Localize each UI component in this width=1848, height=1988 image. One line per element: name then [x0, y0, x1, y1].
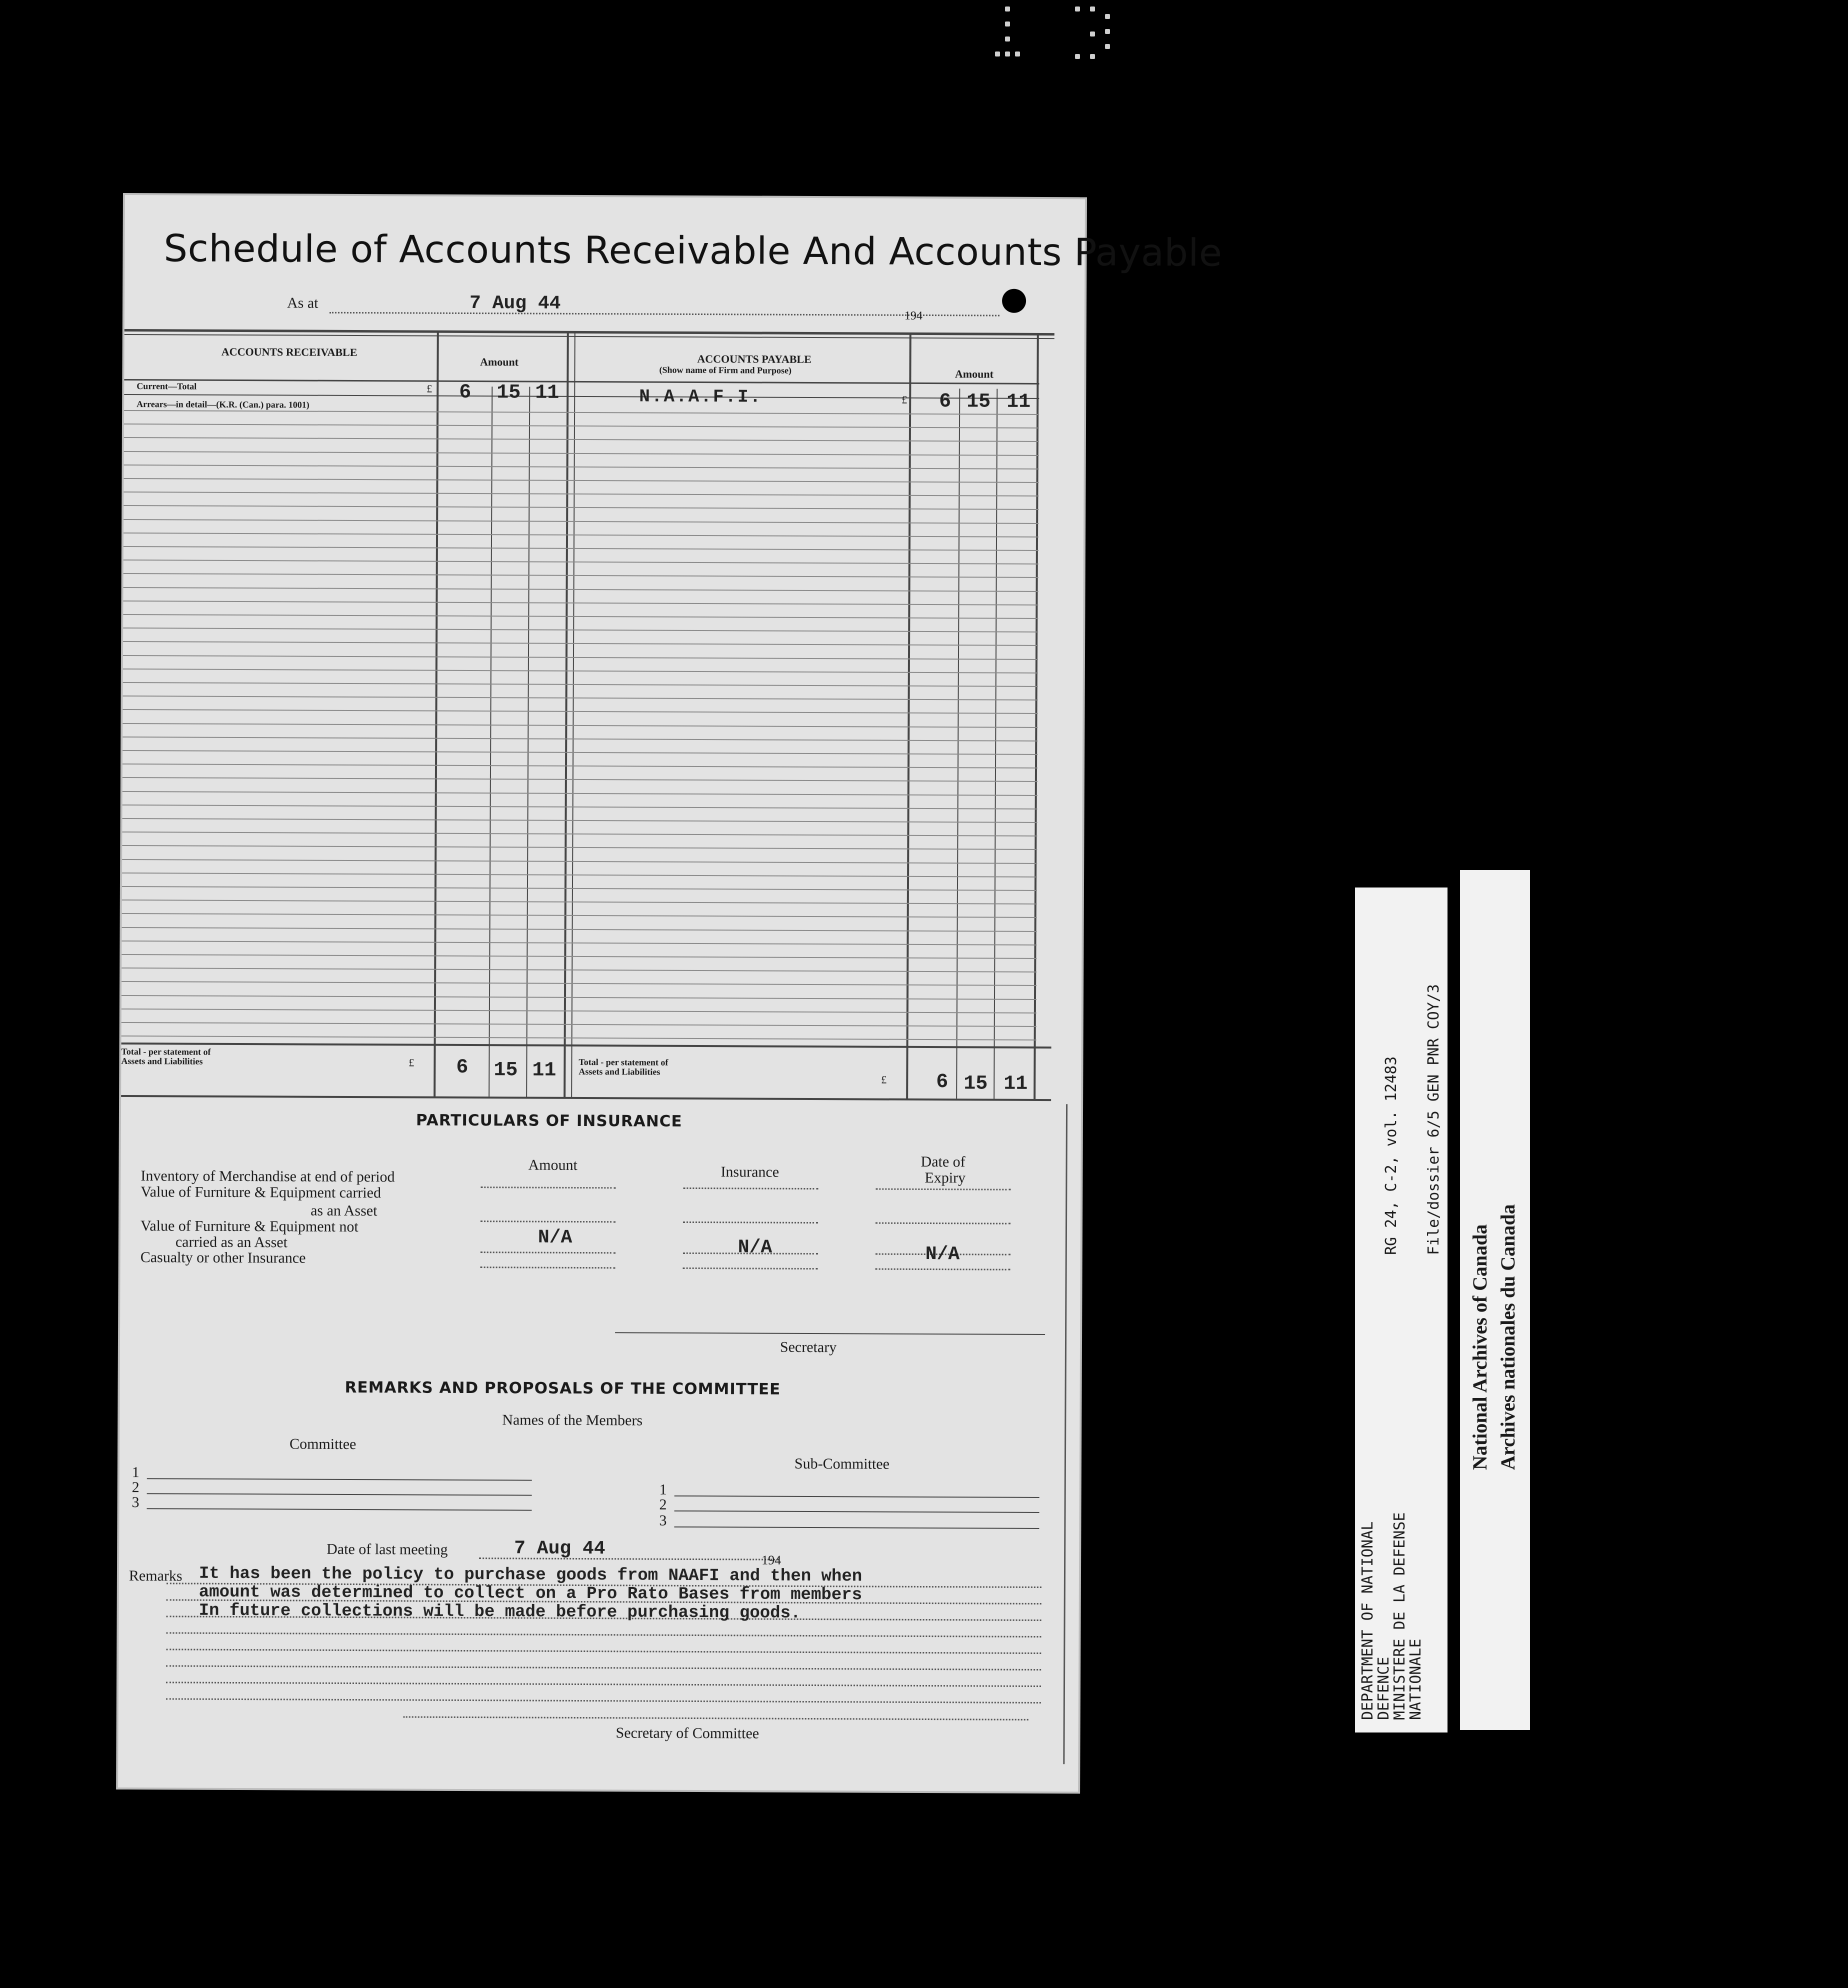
totals-bottom-rule [121, 1095, 1051, 1101]
ar-current-shillings: 15 [496, 382, 521, 404]
table-ruled-line [122, 818, 1038, 823]
ap-total-shillings: 15 [964, 1072, 988, 1096]
table-ruled-line [122, 872, 1037, 878]
table-ruled-line [123, 668, 1038, 674]
receivable-header: ACCOUNTS RECEIVABLE [221, 345, 358, 359]
table-ruled-line [122, 777, 1038, 782]
table-ruled-line [122, 750, 1038, 755]
table-ruled-line [122, 968, 1036, 972]
insurance-na-amount: N/A [538, 1226, 572, 1248]
ar-current-pence: 11 [535, 382, 560, 404]
table-ruled-line [124, 573, 1038, 578]
ap-pence: 11 [1006, 390, 1031, 414]
remarks-label: Remarks [128, 1568, 182, 1584]
as-at-value: 7 Aug 44 [469, 292, 561, 314]
totals-top-rule [122, 1042, 1052, 1048]
insurance-row-5: carried as an Asset [175, 1234, 288, 1251]
remarks-line-2: amount was determined to collect on a Pro Rato Bases from members [198, 1582, 862, 1605]
table-ruled-line [122, 900, 1037, 904]
insurance-entry-line [480, 1186, 616, 1188]
receivable-amount-header: Amount [480, 356, 519, 368]
header-bottom-rule [124, 379, 1039, 384]
payable-firm: N.A.A.F.I. [639, 386, 762, 408]
insurance-entry-line [480, 1252, 616, 1254]
table-ruled-line [124, 451, 1039, 456]
insurance-row-2: Value of Furniture & Equipment carried [140, 1184, 382, 1202]
remarks-line-3: In future collections will be made before purchasing goods. [198, 1601, 801, 1623]
archives-name-label [1460, 870, 1530, 1730]
remarks-entry-line [166, 1632, 1041, 1638]
committee-secretary-line [404, 1716, 1028, 1720]
table-ruled-line [122, 1036, 1036, 1040]
table-ruled-line [122, 927, 1037, 932]
as-at-line [330, 312, 1000, 316]
archives-name-fr: Archives nationales du Canada [1496, 1204, 1519, 1470]
table-ruled-line [123, 696, 1038, 700]
subcommittee-line-1 [674, 1496, 1040, 1498]
form-title: Schedule of Accounts Receivable And Accounts Payable [164, 226, 1222, 275]
ap-total-label-1: Total - per statement of [578, 1056, 668, 1068]
payable-header: ACCOUNTS PAYABLE [697, 352, 812, 366]
department-line-1: DEPARTMENT OF NATIONAL [1359, 1521, 1376, 1720]
committee-num-3: 3 [132, 1494, 140, 1511]
ap-total-pounds: 6 [936, 1071, 948, 1094]
committee-secretary-label: Secretary of Committee [616, 1724, 760, 1742]
payable-amount-header: Amount [954, 368, 994, 380]
as-at-year: 194 [904, 309, 923, 322]
table-ruled-line [124, 410, 1039, 415]
table-ruled-line [122, 764, 1038, 768]
remarks-entry-line [166, 1665, 1041, 1670]
subcommittee-num-1: 1 [659, 1481, 667, 1498]
remarks-entry-line [166, 1698, 1041, 1704]
department-line-2: DEFENCE [1375, 1656, 1392, 1720]
table-ruled-line [124, 546, 1038, 551]
table-ruled-line [122, 886, 1037, 891]
right-edge-rule [1063, 1104, 1068, 1764]
table-ruled-line [124, 478, 1039, 483]
remarks-lines [125, 195, 1085, 199]
table-ruled-line [122, 1022, 1036, 1027]
remarks-entry-line [166, 1682, 1041, 1687]
insurance-na-expiry: N/A [925, 1244, 960, 1266]
insurance-entry-line [683, 1222, 818, 1224]
committee-line-2 [147, 1493, 532, 1496]
insurance-col-amount: Amount [528, 1156, 578, 1174]
table-ruled-line [122, 736, 1038, 742]
names-of-members: Names of the Members [502, 1412, 643, 1429]
table-ruled-line [123, 709, 1038, 714]
insurance-row-4: Value of Furniture & Equipment not [140, 1218, 358, 1236]
committee-line-1 [147, 1478, 532, 1480]
table-ruled-line [124, 532, 1038, 538]
table-ruled-line [123, 682, 1038, 687]
insurance-lines [125, 195, 1085, 199]
table-ruled-line [122, 845, 1037, 850]
remarks-line-1: It has been the policy to purchase goods from NAAFI and then when [198, 1564, 862, 1586]
subcommittee-line-2 [674, 1510, 1040, 1513]
ar-total-pence: 11 [532, 1059, 556, 1082]
table-ruled-line [122, 913, 1037, 918]
punch-hole [1002, 289, 1026, 313]
archive-reference-label [1355, 888, 1448, 1732]
payable-subheader: (Show name of Firm and Purpose) [659, 364, 792, 376]
table-ruled-line [124, 587, 1038, 592]
table-ruled-line [124, 437, 1039, 442]
last-meeting-year: 194 [762, 1552, 782, 1568]
table-ruled-line [122, 791, 1038, 796]
insurance-row-3: as an Asset [310, 1202, 378, 1220]
table-ruled-line [124, 424, 1039, 428]
last-meeting-value: 7 Aug 44 [514, 1538, 606, 1560]
insurance-entry-line [683, 1268, 818, 1270]
ar-total-label-1: Total - per statement of [121, 1046, 211, 1057]
insurance-secretary-line [615, 1332, 1045, 1335]
remarks-entry-line [166, 1648, 1041, 1654]
ap-pound: £ [902, 393, 908, 406]
ar-total-shillings: 15 [494, 1059, 518, 1082]
table-ruled-line [122, 995, 1036, 1000]
table-ruled-line [124, 560, 1038, 564]
ap-total-pence: 11 [1004, 1072, 1028, 1096]
insurance-entry-line [480, 1266, 616, 1268]
committee-num-1: 1 [132, 1464, 140, 1481]
table-ruled-line [123, 614, 1038, 619]
committee-num-2: 2 [132, 1479, 140, 1496]
ar-total-label-2: Assets and Liabilities [121, 1056, 203, 1066]
table-ruled-line [124, 505, 1038, 510]
reference-volume: RG 24, C-2, vol. 12483 [1382, 1056, 1400, 1255]
insurance-col-date-2: Expiry [924, 1169, 966, 1186]
ap-pounds: 6 [939, 390, 952, 414]
committee-line-3 [147, 1508, 532, 1510]
committee-label: Committee [290, 1436, 356, 1453]
insurance-col-insurance: Insurance [720, 1164, 780, 1180]
insurance-entry-line [683, 1188, 818, 1190]
insurance-col-date-1: Date of [920, 1153, 966, 1170]
table-ruled-line [123, 641, 1038, 646]
insurance-na-insurance: N/A [738, 1236, 772, 1258]
insurance-heading: PARTICULARS OF INSURANCE [416, 1111, 682, 1130]
table-ruled-line [123, 655, 1038, 660]
table-ruled-line [122, 981, 1036, 986]
insurance-entry-line [876, 1268, 1010, 1270]
table-ruled-line [124, 492, 1038, 496]
insurance-entry-line [480, 1220, 616, 1222]
table-ruled-line [122, 804, 1038, 810]
table-ruled-line [122, 832, 1037, 836]
table-ruled-line [122, 954, 1036, 959]
ap-total-label-2: Assets and Liabilities [578, 1066, 660, 1077]
as-at-label: As at [286, 294, 318, 312]
ar-total-pound: £ [408, 1056, 414, 1069]
ruled-lines [125, 195, 1085, 199]
table-ruled-line [122, 859, 1037, 864]
subcommittee-label: Sub-Committee [794, 1455, 890, 1472]
insurance-entry-line [876, 1222, 1010, 1224]
insurance-entry-line [876, 1188, 1010, 1190]
table-ruled-line [122, 723, 1038, 728]
arrears-label: Arrears—in detail—(K.R. (Can.) para. 1001) [136, 399, 310, 410]
department-line-4: NATIONALE [1407, 1638, 1424, 1720]
table-ruled-line [124, 464, 1039, 470]
department-line-3: MINISTERE DE LA DEFENSE [1391, 1512, 1408, 1720]
current-total-label: Current—Total [136, 381, 197, 392]
subcommittee-num-3: 3 [659, 1512, 667, 1529]
committee-heading: REMARKS AND PROPOSALS OF THE COMMITTEE [344, 1378, 781, 1398]
reference-file: File/dossier 6/5 GEN PNR COY/3 [1425, 984, 1442, 1255]
last-meeting-label: Date of last meeting [326, 1540, 448, 1558]
insurance-row-6: Casualty or other Insurance [140, 1249, 306, 1266]
insurance-row-1: Inventory of Merchandise at end of period [140, 1168, 395, 1186]
frame-mark-1 [995, 4, 1050, 59]
subcommittee-num-2: 2 [659, 1496, 667, 1513]
table-ruled-line [123, 600, 1038, 606]
table-ruled-line [122, 1008, 1036, 1014]
frame-mark-3 [1070, 4, 1125, 59]
schedule-form [118, 195, 1222, 1792]
subcommittee-line-3 [674, 1526, 1039, 1529]
ar-current-pound: £ [426, 382, 432, 395]
ar-total-pounds: 6 [456, 1056, 468, 1080]
table-ruled-line [124, 519, 1038, 524]
archives-name-en: National Archives of Canada [1468, 1224, 1491, 1470]
ar-current-pounds: 6 [459, 381, 472, 404]
ap-total-pound: £ [881, 1073, 887, 1086]
insurance-secretary-label: Secretary [780, 1338, 837, 1356]
table-ruled-line [123, 628, 1038, 632]
table-ruled-line [122, 940, 1036, 946]
ap-shillings: 15 [966, 390, 991, 414]
